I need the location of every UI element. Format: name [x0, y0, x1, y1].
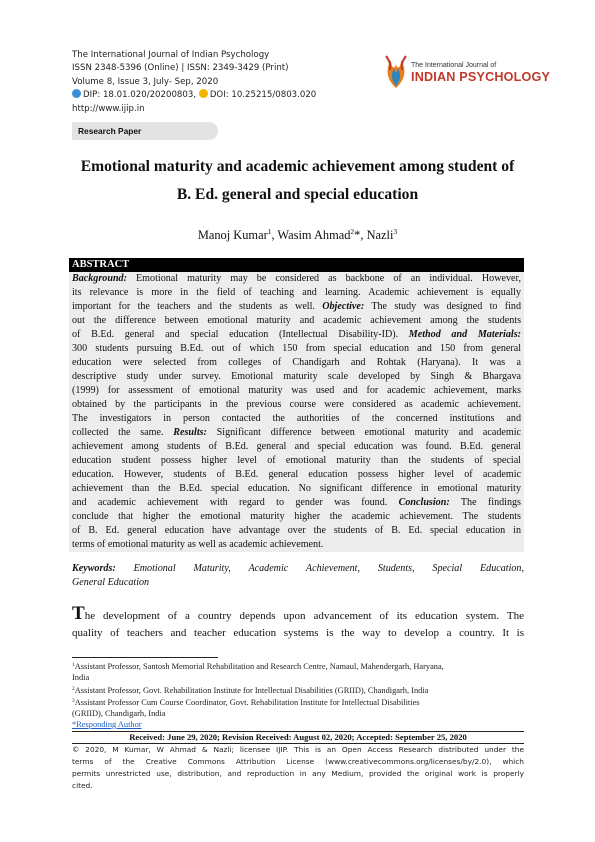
abstract-line: collected the same. Results: Significant difference between emotional maturity and academic	[72, 427, 522, 438]
abstract-line: important for the teachers and the students as well. Objective: The study was designed to find	[72, 301, 521, 312]
abstract-line: of B. Ed. general education have advantage over the students of B. Ed. special education in	[72, 525, 521, 536]
license-line: © 2020, M Kumar, W Ahmad & Nazli; licensee IJIP. This is an Open Access Research distributed under the	[72, 745, 524, 754]
doi-line	[72, 89, 316, 102]
abstract-line: achievement among students of B.Ed. general and special education was found. B.Ed. general	[72, 441, 521, 452]
keywords-line-1: Keywords: Emotional Maturity, Academic Achievement, Students, Special Education,	[72, 563, 524, 574]
abstract-line: terms of emotional maturity as well as academic achievement.	[72, 539, 324, 550]
license-line: cited.	[72, 781, 93, 790]
journal-logo	[383, 48, 551, 92]
abstract-line: 300 students pursuing B.Ed. out of which 150 from special education and 150 from general	[72, 343, 521, 354]
doi-text: DOI: 10.25215/0803.020	[209, 90, 317, 101]
journal-name: The International Journal of Indian Psychology	[72, 50, 270, 60]
author-2-affil: 2	[350, 227, 355, 236]
issn: ISSN 2348-5396 (Online) | ISSN: 2349-3429 (Print)	[72, 63, 289, 74]
paper-title-line-1: Emotional maturity and academic achievement among student of	[80, 158, 515, 175]
keywords-label: Keywords:	[72, 563, 116, 574]
abstract-heading: ABSTRACT	[69, 258, 524, 272]
logo-big-text: INDIAN PSYCHOLOGY	[411, 70, 551, 84]
keywords-line-2: General Education	[72, 577, 150, 588]
abstract-line: education were selected from colleges of Chandigarh and Rohtak (Haryana). It was a	[72, 357, 521, 368]
received-dates: Received: June 29, 2020; Revision Received: August 02, 2020; Accepted: September 25, 2020	[129, 732, 467, 742]
abstract-line: education. However, students of B.Ed. general education possess higher level of academic	[72, 469, 521, 480]
received-rule-bottom	[72, 743, 524, 744]
doi-icon	[199, 89, 208, 98]
dip-text: DIP: 18.01.020/20200803,	[83, 90, 197, 101]
flame-logo-icon	[383, 50, 409, 90]
abstract-line: and academic achievement with regard to gender was found. Conclusion: The findings	[72, 497, 521, 508]
journal-header	[72, 49, 316, 116]
author-1-affil: 1	[267, 227, 272, 236]
abstract-line: education student possess higher level of emotional maturity than the students of special	[72, 455, 521, 466]
abstract-line: The investigators in person contacted the authorities of the concerned institutions and	[72, 413, 521, 424]
abstract-line: obtained by the participants in the previous course were considered as academic achievement.	[72, 399, 521, 410]
footnote-2: $^2$Assistant Professor, Govt. Rehabilitation Institute for Intellectual Disabilities (GRIID), Chandigarh, India	[72, 686, 429, 695]
article-type-badge: Research Paper	[72, 122, 218, 140]
abstract-line: its relevance is more in the field of teaching and learning. Academic achievement is equally	[72, 287, 521, 298]
footnote-1: $^1$Assistant Professor, Santosh Memorial Rehabilitation and Research Centre, Namaul, Mahendergarh, Haryana,	[72, 662, 444, 671]
drop-cap: T	[72, 603, 85, 624]
footnote-divider	[72, 657, 218, 658]
paper-title-line-2: B. Ed. general and special education	[176, 186, 419, 203]
responding-author-link[interactable]: *Responding Author	[72, 720, 142, 729]
author-3: *, Nazli	[354, 228, 394, 242]
author-2: , Wasim Ahmad	[271, 228, 351, 242]
footnote-1-cont: India	[72, 673, 90, 682]
license-line: permits unrestricted use, distribution, and reproduction in any Medium, provided the original work is properly	[72, 769, 524, 778]
abstract-line: out the difference between emotional maturity and academic achievement among the students	[72, 315, 521, 326]
author-1: Manoj Kumar	[197, 228, 268, 242]
license-line: terms of the Creative Commons Attribution License (www.creativecommons.org/licenses/by/2.0), which	[72, 757, 524, 766]
dip-icon	[72, 89, 81, 98]
intro-line-2: quality of teachers and teacher education systems is the way to develop a country. It is	[72, 627, 524, 639]
abstract-line: of B.Ed. general and special education (Intellectual Disability-ID). Method and Materials:	[72, 329, 521, 340]
intro-line-1: The development of a country depends upon advancement of its education system. The	[72, 603, 524, 624]
footnote-3: $^3$Assistant Professor Cum Course Coordinator, Govt. Rehabilitation Institute for Intellectual Disabilities	[72, 698, 420, 707]
abstract-line: (1999) for assessment of emotional maturity was used and for academic achievement, marks	[72, 385, 521, 396]
abstract-body	[69, 272, 524, 552]
journal-url[interactable]: http://www.ijip.in	[72, 103, 145, 114]
author-list	[60, 227, 535, 243]
volume-issue: Volume 8, Issue 3, July- Sep, 2020	[72, 76, 219, 87]
author-3-affil: 3	[393, 227, 398, 236]
logo-small-text: The International Journal of	[411, 62, 497, 69]
abstract-line: descriptive study under survey. Emotional maturity scale developed by Singh & Bhargava	[72, 371, 521, 382]
abstract-line: Background: Emotional maturity may be considered as backbone of an individual. However,	[72, 273, 521, 284]
abstract-line: achievement than the B.Ed. special education. No significant difference in emotional maturity	[72, 483, 521, 494]
abstract-line: conclude that higher the emotional maturity higher the academic achievement. The students	[72, 511, 521, 522]
footnote-3-cont: (GRIID), Chandigarh, India	[72, 709, 166, 718]
